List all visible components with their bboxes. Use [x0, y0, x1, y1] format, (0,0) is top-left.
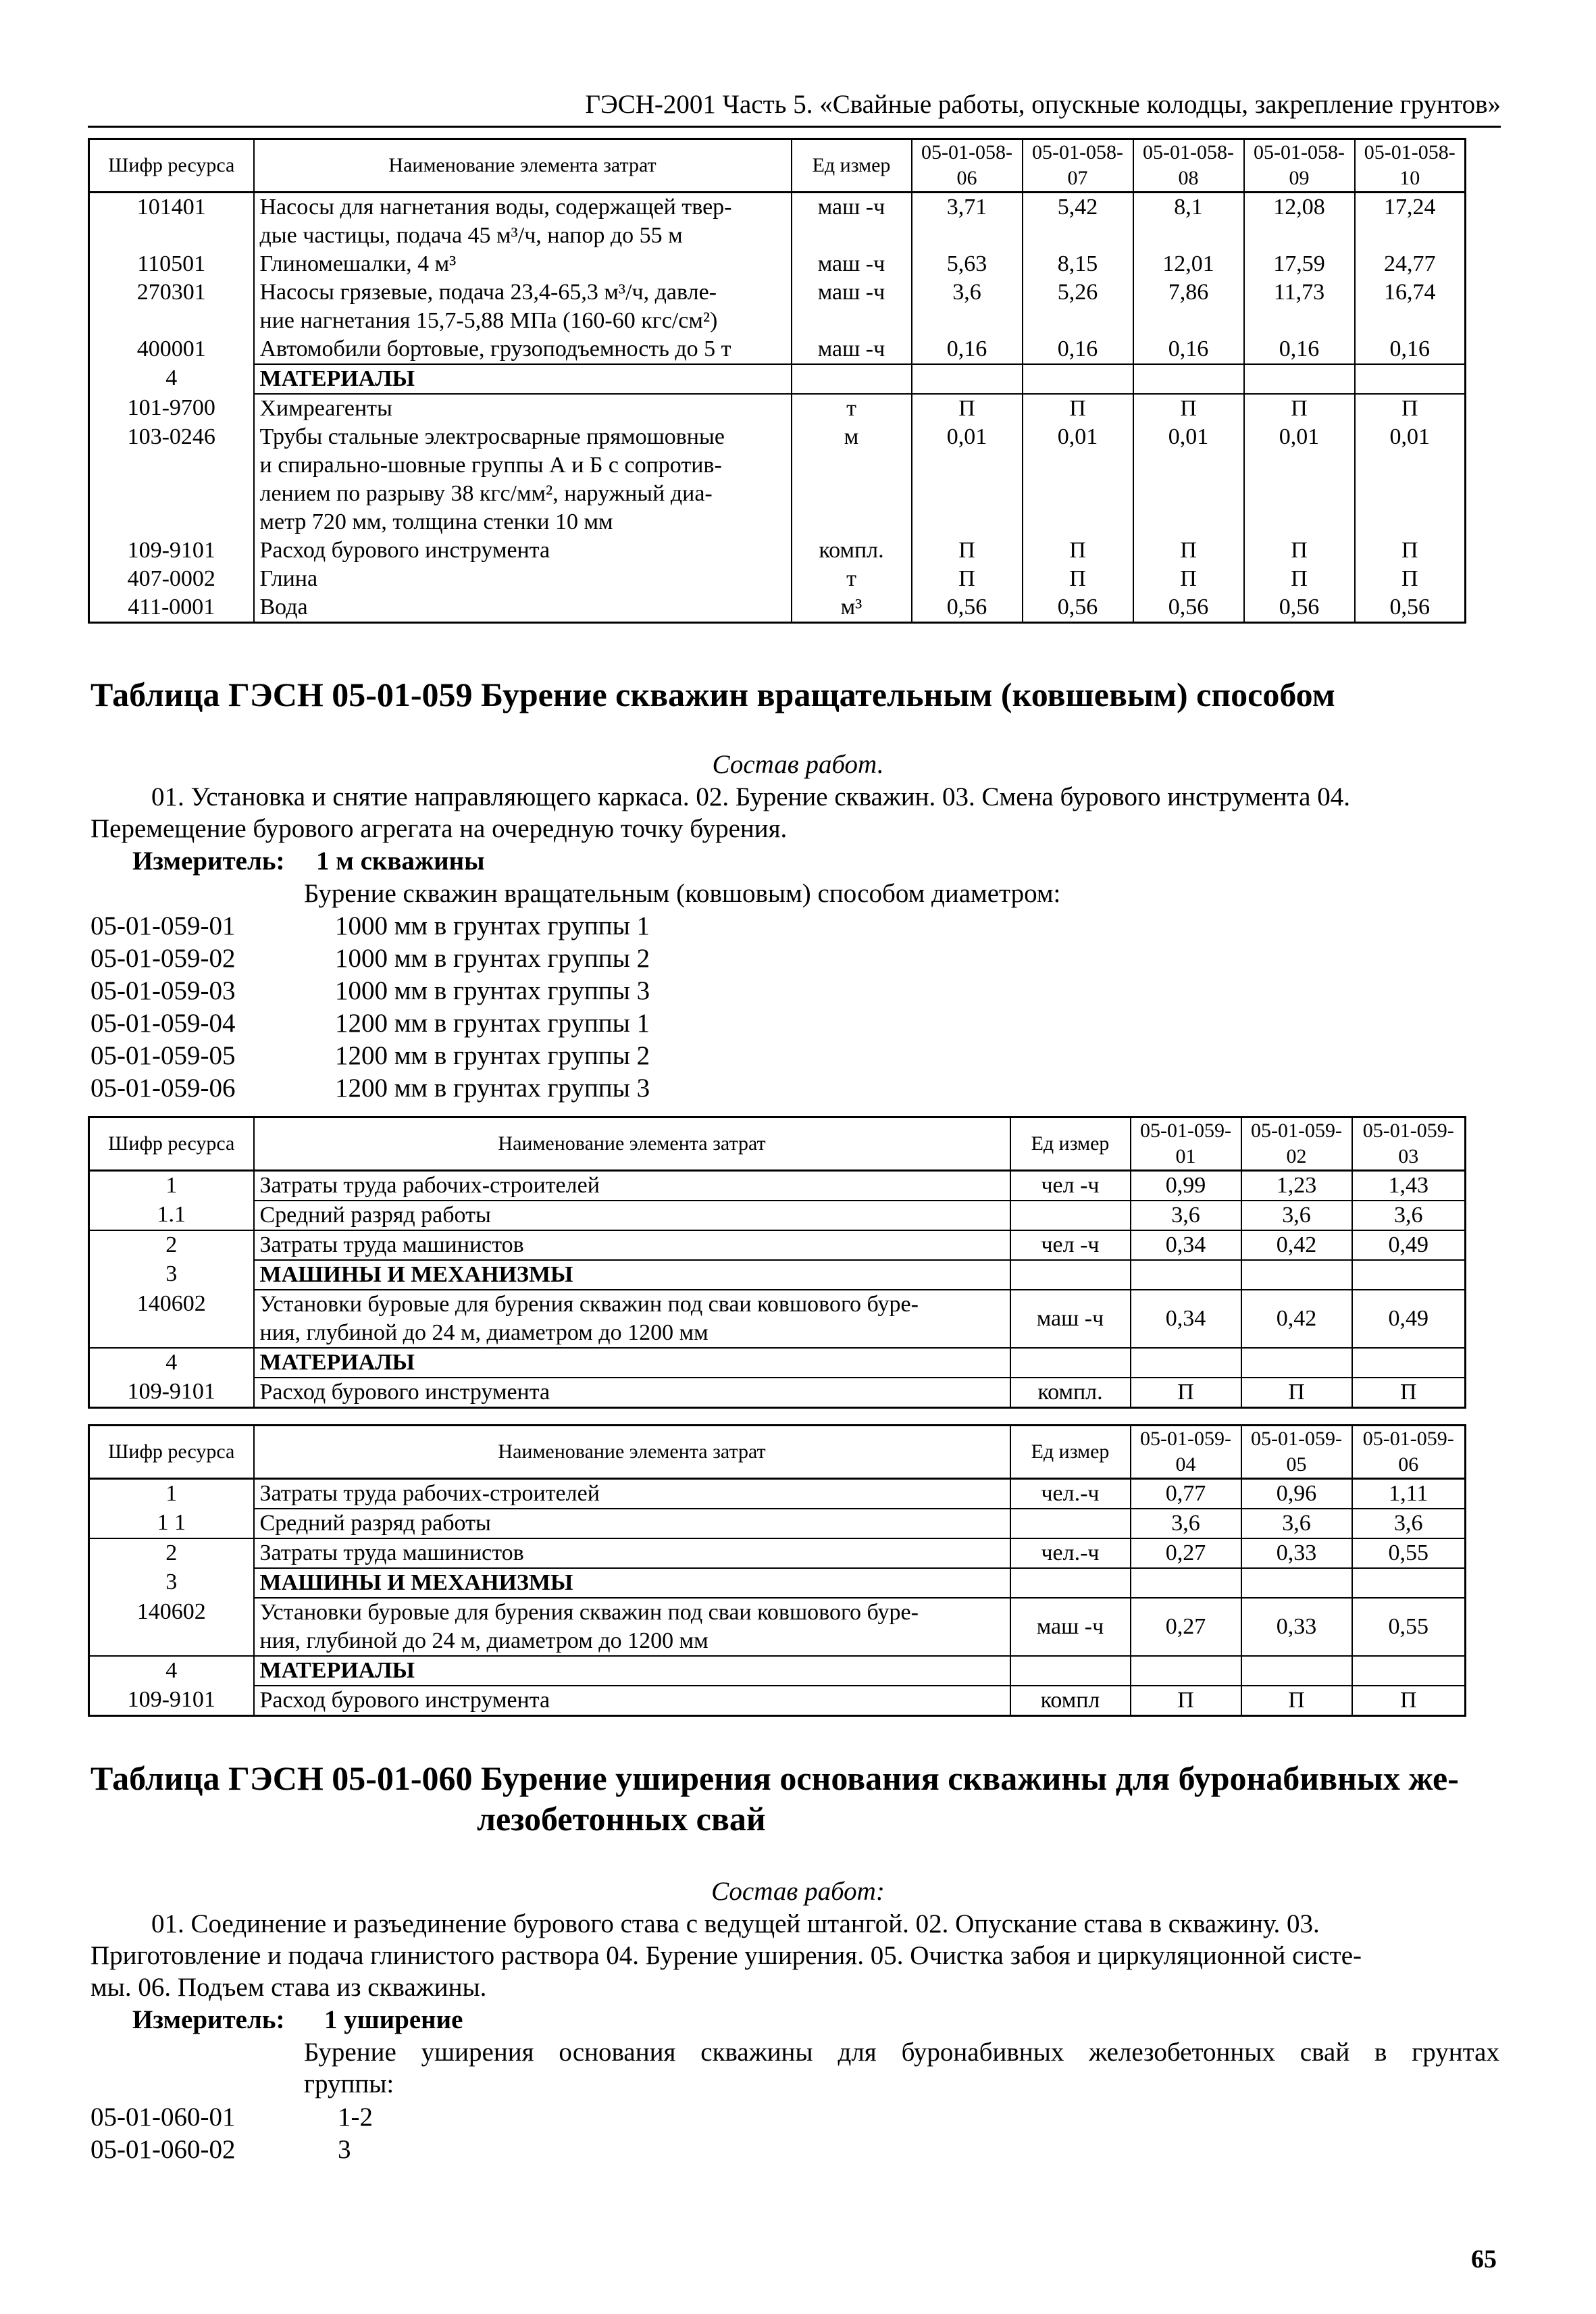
unit-cell: маш -ч	[792, 335, 912, 364]
value-cell: 3,71	[912, 193, 1023, 251]
value-cell: 12,08	[1244, 193, 1355, 251]
value-cell: 0,16	[1355, 335, 1466, 364]
resource-code: 1	[89, 1171, 254, 1201]
meter-value: 1 уширение	[324, 2005, 463, 2034]
table-row	[89, 1538, 1466, 1568]
value-cell: 7,86	[1133, 278, 1244, 335]
value-cell: 0,99	[1131, 1171, 1241, 1201]
line: ние нагнетания 15,7-5,88 МПа (160-60 кгс/см²)	[259, 308, 718, 333]
col-header-norm: 05-01-059-05	[1241, 1426, 1352, 1479]
unit-cell: маш -ч	[792, 250, 912, 278]
col-header-norm: 05-01-059-04	[1131, 1426, 1241, 1479]
value-cell: 0,01	[1244, 423, 1355, 536]
value-cell: 0,96	[1241, 1479, 1352, 1509]
value-cell: 0,16	[912, 335, 1023, 364]
table-title-060: Таблица ГЭСН 05-01-060 Бурение уширения основания скважины для буронабивных же-	[91, 1759, 1459, 1797]
resource-code: 400001	[89, 335, 254, 364]
resource-name	[254, 1230, 1010, 1260]
col-header-unit: Ед измер	[792, 139, 912, 193]
col-header-code: Шифр ресурса	[89, 139, 254, 193]
table-row	[89, 536, 1466, 565]
line: Средний разряд работы	[259, 1511, 491, 1536]
value-cell: 0,42	[1241, 1230, 1352, 1260]
col-header-unit: Ед измер	[1010, 1426, 1131, 1479]
resource-code: 1	[89, 1479, 254, 1509]
value-cell: 17,59	[1244, 250, 1355, 278]
value-cell	[1131, 1348, 1241, 1378]
resource-code: 4	[89, 1656, 254, 1686]
table-row	[89, 593, 1466, 623]
value-cell: 3,6	[912, 278, 1023, 335]
line: МАТЕРИАЛЫ	[259, 366, 415, 391]
value-cell	[1241, 1348, 1352, 1378]
value-cell: П	[1131, 1686, 1241, 1716]
resource-name	[254, 250, 792, 278]
resource-name	[254, 593, 792, 623]
resource-name	[254, 1171, 1010, 1201]
line: Расход бурового инструмента	[259, 538, 550, 563]
value-cell: П	[912, 565, 1023, 593]
norm-code: 05-01-059-04	[91, 1009, 236, 1038]
resource-code: 270301	[89, 278, 254, 335]
col-header-norm: 05-01-058-07	[1023, 139, 1133, 193]
norm-code: 05-01-059-03	[91, 976, 236, 1005]
value-cell: 0,01	[912, 423, 1023, 536]
value-cell: П	[1244, 394, 1355, 423]
resource-name	[254, 335, 792, 364]
value-cell: 0,27	[1131, 1538, 1241, 1568]
resource-name	[254, 193, 792, 251]
table-row	[89, 1230, 1466, 1260]
line: и спирально-шовные группы А и Б с сопротив-	[259, 453, 722, 478]
line: МАТЕРИАЛЫ	[259, 1350, 415, 1375]
resource-code: 411-0001	[89, 593, 254, 623]
table-row	[89, 1598, 1466, 1656]
resource-code: 109-9101	[89, 1378, 254, 1408]
line: Насосы грязевые, подача 23,4-65,3 м³/ч, давле-	[259, 280, 717, 305]
line: Глиномешалки, 4 м³	[259, 251, 457, 276]
table-row	[89, 278, 1466, 335]
resource-code: 109-9101	[89, 1686, 254, 1716]
resource-code: 101-9700	[89, 394, 254, 423]
line: Затраты труда машинистов	[259, 1232, 524, 1257]
value-cell: П	[912, 394, 1023, 423]
resource-code: 140602	[89, 1598, 254, 1656]
value-cell: П	[1244, 536, 1355, 565]
resource-name	[254, 565, 792, 593]
col-header-name: Наименование элемента затрат	[254, 1117, 1010, 1171]
resource-code: 4	[89, 1348, 254, 1378]
value-cell: 0,33	[1241, 1538, 1352, 1568]
line: Насосы для нагнетания воды, содержащей твер-	[259, 195, 732, 220]
value-cell: 3,6	[1131, 1201, 1241, 1230]
unit-cell: маш -ч	[792, 193, 912, 251]
value-cell: 0,01	[1023, 423, 1133, 536]
norm-description: 1200 мм в грунтах группы 1	[335, 1009, 650, 1038]
line: Затраты труда рабочих-строителей	[259, 1481, 600, 1506]
resource-name	[254, 1479, 1010, 1509]
unit-cell: компл.	[792, 536, 912, 565]
value-cell: 0,55	[1352, 1538, 1466, 1568]
line: Химреагенты	[259, 396, 392, 421]
resource-code: 140602	[89, 1290, 254, 1348]
table-row	[89, 565, 1466, 593]
resource-code: 101401	[89, 193, 254, 251]
unit-cell	[792, 364, 912, 394]
value-cell: П	[1023, 536, 1133, 565]
resource-code: 109-9101	[89, 536, 254, 565]
value-cell: 0,01	[1355, 423, 1466, 536]
value-cell	[1352, 1568, 1466, 1598]
line: МАТЕРИАЛЫ	[259, 1658, 415, 1683]
meter-label: Измеритель:	[132, 847, 285, 876]
line: лением по разрыву 38 кгс/мм², наружный диа-	[259, 481, 713, 506]
items-intro: Бурение уширения основания скважины для буронабивных железобетонных свай в грунтах	[304, 2038, 1499, 2067]
line: ния, глубиной до 24 м, диаметром до 1200 мм	[259, 1320, 709, 1345]
resource-code: 3	[89, 1568, 254, 1598]
line: Установки буровые для бурения скважин под сваи ковшового буре-	[259, 1600, 919, 1625]
value-cell: 0,77	[1131, 1479, 1241, 1509]
resource-name	[254, 1201, 1010, 1230]
table-row	[89, 193, 1466, 251]
value-cell	[1241, 1260, 1352, 1290]
col-header-norm: 05-01-059-02	[1241, 1117, 1352, 1171]
line: МАШИНЫ И МЕХАНИЗМЫ	[259, 1570, 573, 1595]
value-cell: 0,56	[1023, 593, 1133, 623]
line: дые частицы, подача 45 м³/ч, напор до 55 м	[259, 223, 683, 248]
value-cell	[1023, 364, 1133, 394]
unit-cell	[1010, 1260, 1131, 1290]
col-header-norm: 05-01-059-03	[1352, 1117, 1466, 1171]
value-cell	[1241, 1568, 1352, 1598]
resource-code: 407-0002	[89, 565, 254, 593]
line: Расход бурового инструмента	[259, 1380, 550, 1405]
line: Трубы стальные электросварные прямошовные	[259, 424, 725, 449]
value-cell: П	[1023, 565, 1133, 593]
col-header-name: Наименование элемента затрат	[254, 1426, 1010, 1479]
resource-table-058	[88, 138, 1466, 624]
table-row	[89, 1171, 1466, 1201]
composition-text: мы. 06. Подъем става из скважины.	[91, 1973, 487, 2002]
resource-name	[254, 1568, 1010, 1598]
line: Установки буровые для бурения скважин под сваи ковшового буре-	[259, 1292, 919, 1317]
table-row	[89, 1290, 1466, 1348]
norm-description: 1000 мм в грунтах группы 2	[335, 944, 650, 973]
value-cell: П	[1355, 536, 1466, 565]
table-row	[89, 1201, 1466, 1230]
unit-cell	[1010, 1201, 1131, 1230]
value-cell: 12,01	[1133, 250, 1244, 278]
value-cell: П	[1023, 394, 1133, 423]
section-row	[89, 1260, 1466, 1290]
norm-description: 1200 мм в грунтах группы 2	[335, 1041, 650, 1070]
value-cell: П	[1352, 1686, 1466, 1716]
resource-code: 1.1	[89, 1201, 254, 1230]
line: метр 720 мм, толщина стенки 10 мм	[259, 509, 613, 534]
value-cell: П	[1133, 565, 1244, 593]
table-row	[89, 1378, 1466, 1408]
value-cell	[1352, 1260, 1466, 1290]
value-cell: 8,1	[1133, 193, 1244, 251]
col-header-norm: 05-01-058-06	[912, 139, 1023, 193]
unit-cell: компл	[1010, 1686, 1131, 1716]
value-cell	[1352, 1656, 1466, 1686]
unit-cell	[1010, 1568, 1131, 1598]
norm-code: 05-01-059-02	[91, 944, 236, 973]
value-cell: 0,56	[912, 593, 1023, 623]
section-row	[89, 364, 1466, 394]
table-row	[89, 335, 1466, 364]
value-cell	[1131, 1260, 1241, 1290]
value-cell: 0,27	[1131, 1598, 1241, 1656]
col-header-norm: 05-01-059-06	[1352, 1426, 1466, 1479]
line: МАШИНЫ И МЕХАНИЗМЫ	[259, 1262, 573, 1287]
line: Расход бурового инструмента	[259, 1688, 550, 1713]
value-cell	[1131, 1656, 1241, 1686]
resource-code: 1 1	[89, 1509, 254, 1538]
unit-cell: чел -ч	[1010, 1230, 1131, 1260]
running-header: ГЭСН-2001 Часть 5. «Свайные работы, опускные колодцы, закрепление грунтов»	[88, 85, 1501, 128]
value-cell	[1133, 364, 1244, 394]
value-cell: 8,15	[1023, 250, 1133, 278]
norm-description: 1200 мм в грунтах группы 3	[335, 1074, 650, 1103]
value-cell: П	[1131, 1378, 1241, 1408]
unit-cell: т	[792, 565, 912, 593]
resource-name	[254, 1686, 1010, 1716]
line: Затраты труда рабочих-строителей	[259, 1173, 600, 1198]
resource-name	[254, 278, 792, 335]
resource-name	[254, 1378, 1010, 1408]
value-cell: 0,56	[1133, 593, 1244, 623]
resource-name	[254, 1260, 1010, 1290]
line: Автомобили бортовые, грузоподъемность до 5 т	[259, 336, 731, 361]
meter-value: 1 м скважины	[316, 847, 485, 876]
unit-cell: т	[792, 394, 912, 423]
unit-cell: маш -ч	[792, 278, 912, 335]
value-cell	[912, 364, 1023, 394]
resource-name	[254, 394, 792, 423]
table-title-059: Таблица ГЭСН 05-01-059 Бурение скважин вращательным (ковшевым) способом	[91, 676, 1335, 713]
col-header-code: Шифр ресурса	[89, 1426, 254, 1479]
value-cell: 3,6	[1352, 1201, 1466, 1230]
composition-text: Приготовление и подача глинистого раствора 04. Бурение уширения. 05. Очистка забоя и циркуляционной систе-	[91, 1941, 1362, 1970]
unit-cell: м	[792, 423, 912, 536]
unit-cell	[1010, 1348, 1131, 1378]
meter-label: Измеритель:	[132, 2005, 285, 2034]
resource-code: 4	[89, 364, 254, 394]
value-cell: 0,01	[1133, 423, 1244, 536]
value-cell: 3,6	[1241, 1201, 1352, 1230]
line: ния, глубиной до 24 м, диаметром до 1200 мм	[259, 1628, 709, 1653]
norm-description: 3	[338, 2135, 351, 2164]
value-cell: П	[1241, 1686, 1352, 1716]
value-cell: 3,6	[1131, 1509, 1241, 1538]
value-cell: 3,6	[1352, 1509, 1466, 1538]
resource-code: 3	[89, 1260, 254, 1290]
value-cell: 5,42	[1023, 193, 1133, 251]
resource-name	[254, 536, 792, 565]
value-cell: 0,42	[1241, 1290, 1352, 1348]
table-title-060-continued: лезобетонных свай	[477, 1800, 766, 1838]
resource-name	[254, 1509, 1010, 1538]
value-cell: П	[1244, 565, 1355, 593]
value-cell: 0,49	[1352, 1230, 1466, 1260]
norm-code: 05-01-059-05	[91, 1041, 236, 1070]
value-cell: П	[912, 536, 1023, 565]
line: Затраты труда машинистов	[259, 1540, 524, 1565]
value-cell: 16,74	[1355, 278, 1466, 335]
value-cell: П	[1133, 536, 1244, 565]
unit-cell: компл.	[1010, 1378, 1131, 1408]
resource-name	[254, 1656, 1010, 1686]
col-header-norm: 05-01-058-08	[1133, 139, 1244, 193]
value-cell: 0,16	[1133, 335, 1244, 364]
table-row	[89, 1686, 1466, 1716]
unit-cell: м³	[792, 593, 912, 623]
section-row	[89, 1568, 1466, 1598]
items-intro: Бурение скважин вращательным (ковшовым) способом диаметром:	[304, 879, 1061, 908]
unit-cell	[1010, 1509, 1131, 1538]
unit-cell: чел.-ч	[1010, 1479, 1131, 1509]
norm-description: 1-2	[338, 2103, 373, 2132]
value-cell: П	[1355, 394, 1466, 423]
table-row	[89, 1479, 1466, 1509]
value-cell	[1244, 364, 1355, 394]
resource-name	[254, 364, 792, 394]
page-number: 65	[1471, 2245, 1497, 2273]
line: Глина	[259, 566, 318, 591]
norm-code: 05-01-059-01	[91, 911, 236, 940]
table-row	[89, 250, 1466, 278]
resource-code: 110501	[89, 250, 254, 278]
col-header-norm: 05-01-058-09	[1244, 139, 1355, 193]
value-cell: 1,11	[1352, 1479, 1466, 1509]
value-cell: 0,33	[1241, 1598, 1352, 1656]
value-cell: П	[1133, 394, 1244, 423]
value-cell: 5,63	[912, 250, 1023, 278]
value-cell: П	[1241, 1378, 1352, 1408]
table-row	[89, 1509, 1466, 1538]
norm-description: 1000 мм в грунтах группы 3	[335, 976, 650, 1005]
resource-table-059-b	[88, 1424, 1466, 1717]
resource-name	[254, 1348, 1010, 1378]
composition-label: Состав работ.	[712, 750, 884, 779]
value-cell: 0,16	[1023, 335, 1133, 364]
norm-code: 05-01-059-06	[91, 1074, 236, 1103]
norm-code: 05-01-060-01	[91, 2103, 236, 2132]
value-cell: 5,26	[1023, 278, 1133, 335]
unit-cell: чел -ч	[1010, 1171, 1131, 1201]
section-row	[89, 1656, 1466, 1686]
resource-table-059-a	[88, 1116, 1466, 1409]
unit-cell	[1010, 1656, 1131, 1686]
value-cell: 1,43	[1352, 1171, 1466, 1201]
value-cell: 11,73	[1244, 278, 1355, 335]
norm-code: 05-01-060-02	[91, 2135, 236, 2164]
value-cell	[1241, 1656, 1352, 1686]
value-cell: 0,16	[1244, 335, 1355, 364]
resource-code: 2	[89, 1230, 254, 1260]
value-cell: П	[1352, 1378, 1466, 1408]
table-row	[89, 423, 1466, 536]
composition-text: 01. Установка и снятие направляющего каркаса. 02. Бурение скважин. 03. Смена бурового инструмента 04.	[151, 782, 1350, 811]
resource-name	[254, 1290, 1010, 1348]
col-header-norm: 05-01-059-01	[1131, 1117, 1241, 1171]
resource-code: 2	[89, 1538, 254, 1568]
value-cell: 0,56	[1355, 593, 1466, 623]
value-cell	[1131, 1568, 1241, 1598]
value-cell: 17,24	[1355, 193, 1466, 251]
unit-cell: чел.-ч	[1010, 1538, 1131, 1568]
value-cell: 0,55	[1352, 1598, 1466, 1656]
col-header-unit: Ед измер	[1010, 1117, 1131, 1171]
value-cell: 24,77	[1355, 250, 1466, 278]
unit-cell: маш -ч	[1010, 1598, 1131, 1656]
value-cell: 3,6	[1241, 1509, 1352, 1538]
norm-description: 1000 мм в грунтах группы 1	[335, 911, 650, 940]
composition-text: Перемещение бурового агрегата на очередную точку бурения.	[91, 814, 788, 843]
resource-code: 103-0246	[89, 423, 254, 536]
col-header-norm: 05-01-058-10	[1355, 139, 1466, 193]
resource-name	[254, 1598, 1010, 1656]
table-row	[89, 394, 1466, 423]
value-cell: 0,34	[1131, 1230, 1241, 1260]
items-intro-continued: группы:	[304, 2069, 394, 2098]
value-cell	[1352, 1348, 1466, 1378]
resource-name	[254, 423, 792, 536]
line: Средний разряд работы	[259, 1203, 491, 1228]
section-row	[89, 1348, 1466, 1378]
resource-name	[254, 1538, 1010, 1568]
value-cell: 0,34	[1131, 1290, 1241, 1348]
line: Вода	[259, 595, 308, 620]
composition-text: 01. Соединение и разъединение бурового става с ведущей штангой. 02. Опускание става в скважину. 03.	[151, 1909, 1320, 1938]
unit-cell: маш -ч	[1010, 1290, 1131, 1348]
value-cell: 0,56	[1244, 593, 1355, 623]
value-cell	[1355, 364, 1466, 394]
value-cell: П	[1355, 565, 1466, 593]
col-header-code: Шифр ресурса	[89, 1117, 254, 1171]
composition-label: Состав работ:	[711, 1877, 885, 1906]
value-cell: 0,49	[1352, 1290, 1466, 1348]
col-header-name: Наименование элемента затрат	[254, 139, 792, 193]
value-cell: 1,23	[1241, 1171, 1352, 1201]
